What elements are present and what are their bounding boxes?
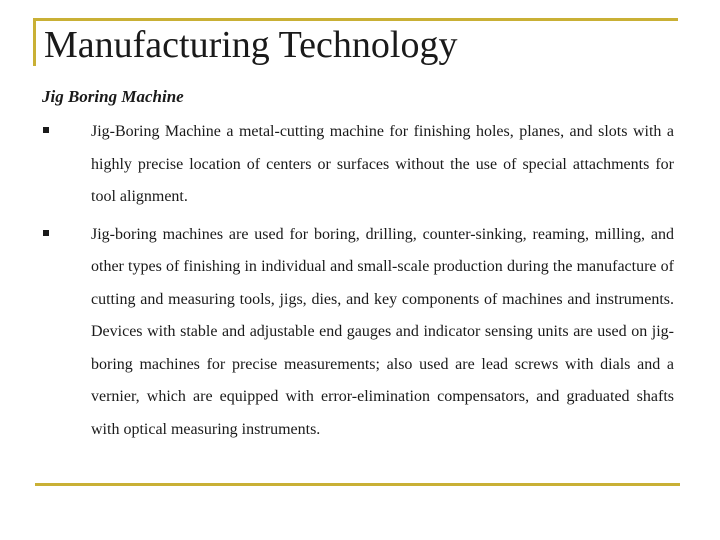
bullet-text: Jig-boring machines are used for boring, drilling, counter-sinking, reaming, milling, and other types of finishing in individual and small-scale production during the manufacture of cutting and measuring tools, jigs, dies, and key components of machines and instruments. Devices with stable and adjustable end gauges and indicator sensing units are used on jig-boring machines for precise measurements; also used are lead screws with dials and a vernier, which are equipped with error-elimination compensators, and graduated shafts with optical measuring instruments. (91, 225, 674, 438)
bullet-text: Jig-Boring Machine a metal-cutting machine for finishing holes, planes, and slots with a highly precise location of centers or surfaces without the use of special attachments for tool alignment. (91, 123, 674, 205)
title-left-rule (33, 18, 36, 66)
title-top-rule (35, 18, 678, 21)
square-bullet-icon (43, 230, 49, 236)
square-bullet-icon (43, 127, 49, 133)
bottom-rule (35, 483, 680, 486)
bullet-list (42, 116, 674, 446)
bullet-item (42, 116, 674, 214)
section-subtitle: Jig Boring Machine (42, 87, 184, 106)
bullet-item (42, 219, 674, 447)
page-title: Manufacturing Technology (44, 24, 458, 66)
